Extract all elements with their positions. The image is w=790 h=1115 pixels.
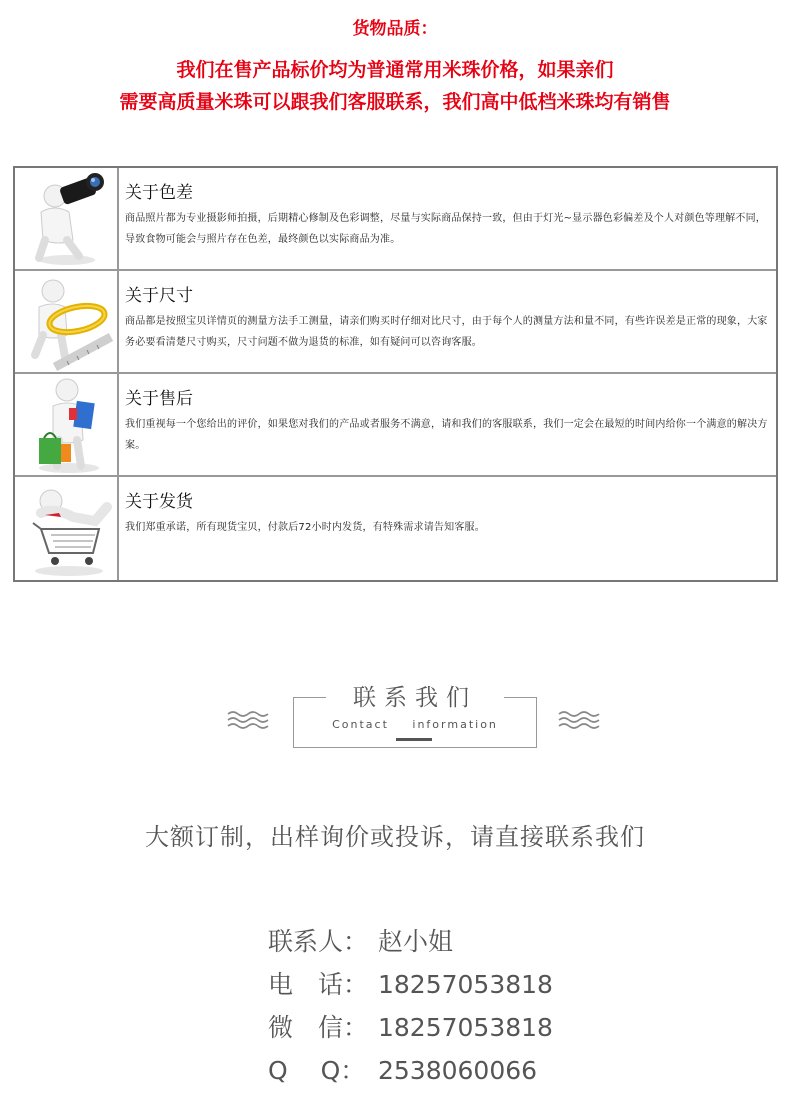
contact-header-title: 联系我们	[326, 682, 504, 714]
contact-wechat	[268, 1006, 668, 1049]
row-body: 我们郑重承诺，所有现货宝贝，付款后72小时内发货，有特殊需求请告知客服。	[125, 522, 485, 533]
contact-phone	[268, 963, 668, 1006]
contact-list	[268, 920, 668, 1092]
contact-value: 2538060066	[378, 1056, 538, 1085]
contact-label: 联系人：	[268, 927, 369, 956]
quality-title: 货物品质：	[352, 19, 438, 39]
info-row-aftersale	[15, 374, 776, 477]
contact-header-underline	[396, 738, 432, 741]
contact-value: 18257053818	[378, 970, 553, 999]
row-title: 关于尺寸	[125, 286, 193, 306]
row-title: 关于发货	[125, 492, 193, 512]
contact-label: Q Q：	[268, 1056, 366, 1085]
row-body: 商品照片都为专业摄影师拍摄，后期精心修制及色彩调整，尽量与实际商品保持一致，但由于灯光~显示器色彩偏差及个人对颜色等理解不同，导致食物可能会与照片存在色差，最终颜色以实际商品为准。	[125, 213, 766, 245]
custom-order-text: 大额订制，出样询价或投诉，请直接联系我们	[145, 823, 645, 851]
shopping-cart-figure-icon	[15, 477, 119, 580]
contact-header-subtitle: Contact information	[332, 718, 498, 731]
row-title: 关于色差	[125, 183, 193, 203]
wave-decoration-icon	[557, 710, 605, 730]
row-body: 我们重视每一个您给出的评价，如果您对我们的产品或者服务不满意，请和我们的客服联系，我们一定会在最短的时间内给你一个满意的解决方案。	[125, 419, 768, 451]
info-row-color	[15, 168, 776, 271]
shopping-bags-figure-icon	[15, 374, 119, 475]
contact-qq	[268, 1049, 668, 1092]
info-table	[13, 166, 778, 582]
contact-label: 微 信：	[268, 1013, 369, 1042]
row-title: 关于售后	[125, 389, 193, 409]
contact-person	[268, 920, 668, 963]
info-row-shipping	[15, 477, 776, 580]
contact-value: 18257053818	[378, 1013, 553, 1042]
ruler-figure-icon	[15, 271, 119, 372]
info-row-size	[15, 271, 776, 374]
contact-value: 赵小姐	[378, 927, 454, 956]
quality-line-1: 我们在售产品标价均为普通常用米珠价格，如果亲们	[176, 59, 614, 81]
row-body: 商品都是按照宝贝详情页的测量方法手工测量，请亲们购买时仔细对比尺寸，由于每个人的测量方法和量不同，有些许误差是正常的现象，大家务必要看清楚尺寸购买，尺寸问题不做为退货的标准，如有疑问可以咨询客服。	[125, 316, 768, 348]
quality-line-2: 需要高质量米珠可以跟我们客服联系，我们高中低档米珠均有销售	[119, 91, 671, 113]
wave-decoration-icon	[226, 710, 274, 730]
contact-label: 电 话：	[268, 970, 369, 999]
camera-figure-icon	[15, 168, 119, 269]
